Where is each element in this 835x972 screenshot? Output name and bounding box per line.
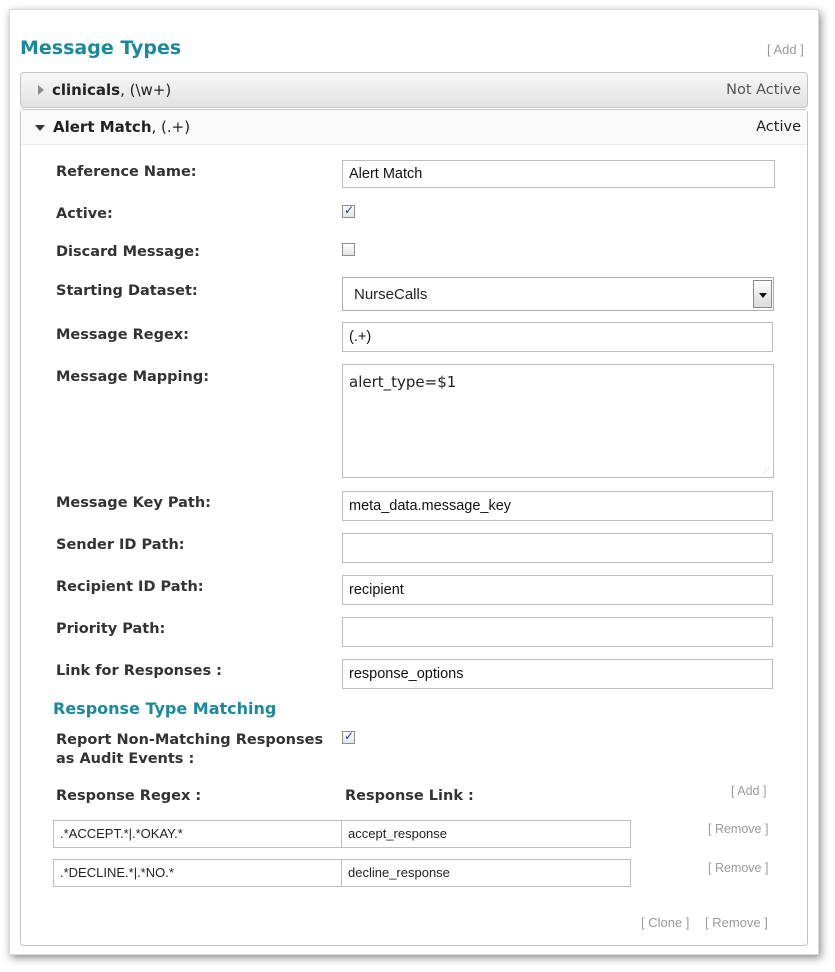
status-label: Active bbox=[756, 119, 801, 135]
sender-id-path-input[interactable] bbox=[342, 533, 773, 563]
checkmark-icon: ✓ bbox=[344, 729, 355, 743]
chevron-down-icon bbox=[759, 293, 767, 298]
starting-dataset-select[interactable] bbox=[342, 277, 774, 311]
dropdown-button[interactable] bbox=[753, 280, 772, 308]
clone-link[interactable]: [ Clone ] bbox=[641, 915, 690, 930]
remove-response-link[interactable]: [ Remove ] bbox=[708, 822, 769, 836]
message-mapping-value: alert_type=$1 bbox=[349, 373, 457, 391]
response-link-input[interactable]: decline_response bbox=[341, 859, 631, 887]
message-type-name: clinicals bbox=[52, 81, 121, 99]
response-type-matching-heading: Response Type Matching bbox=[53, 699, 277, 718]
resize-grip-icon[interactable]: ⋰ bbox=[762, 466, 770, 475]
message-type-alert-match-header[interactable] bbox=[21, 110, 807, 145]
message-type-clinicals-header[interactable] bbox=[20, 72, 808, 108]
starting-dataset-label: Starting Dataset: bbox=[56, 283, 198, 299]
response-link-header: Response Link : bbox=[345, 788, 474, 804]
remove-message-type-link[interactable]: [ Remove ] bbox=[705, 915, 768, 930]
message-regex-label: Message Regex: bbox=[56, 327, 189, 343]
active-label: Active: bbox=[56, 206, 113, 222]
sender-id-path-label: Sender ID Path: bbox=[56, 537, 185, 553]
response-regex-input[interactable]: .*DECLINE.*|.*NO.* bbox=[53, 859, 342, 887]
link-for-responses-label: Link for Responses : bbox=[56, 663, 222, 679]
report-non-matching-checkbox[interactable] bbox=[342, 731, 355, 744]
response-regex-input[interactable]: .*ACCEPT.*|.*OKAY.* bbox=[53, 820, 342, 848]
message-type-pattern: , (\w+) bbox=[120, 81, 172, 99]
priority-path-label: Priority Path: bbox=[56, 621, 166, 637]
page-title: Message Types bbox=[20, 37, 182, 59]
status-label: Not Active bbox=[726, 82, 801, 98]
message-type-name: Alert Match bbox=[53, 118, 152, 136]
discard-message-checkbox[interactable] bbox=[342, 243, 355, 256]
priority-path-input[interactable] bbox=[342, 617, 773, 647]
report-non-matching-label: Report Non-Matching Responses as Audit Events : bbox=[56, 732, 324, 767]
message-key-path-input[interactable]: meta_data.message_key bbox=[342, 491, 773, 521]
reference-name-label: Reference Name: bbox=[56, 164, 197, 180]
response-regex-header: Response Regex : bbox=[56, 788, 202, 804]
response-link-input[interactable]: accept_response bbox=[341, 820, 631, 848]
starting-dataset-value: NurseCalls bbox=[354, 286, 428, 303]
recipient-id-path-input[interactable]: recipient bbox=[342, 575, 773, 605]
add-response-link[interactable]: [ Add ] bbox=[731, 784, 767, 798]
link-for-responses-input[interactable]: response_options bbox=[342, 659, 773, 689]
message-regex-input[interactable]: (.+) bbox=[342, 322, 773, 352]
message-type-pattern: , (.+) bbox=[151, 118, 191, 136]
message-key-path-label: Message Key Path: bbox=[56, 495, 211, 511]
checkmark-icon: ✓ bbox=[344, 203, 355, 217]
expand-arrow-icon[interactable] bbox=[38, 85, 44, 95]
message-mapping-textarea[interactable] bbox=[342, 364, 774, 478]
discard-message-label: Discard Message: bbox=[56, 244, 200, 260]
remove-response-link[interactable]: [ Remove ] bbox=[708, 861, 769, 875]
recipient-id-path-label: Recipient ID Path: bbox=[56, 579, 204, 595]
add-message-type-link[interactable]: [ Add ] bbox=[767, 42, 804, 57]
active-checkbox[interactable] bbox=[342, 205, 355, 218]
message-mapping-label: Message Mapping: bbox=[56, 369, 210, 385]
collapse-arrow-icon[interactable] bbox=[35, 125, 45, 131]
reference-name-input[interactable]: Alert Match bbox=[342, 160, 775, 188]
